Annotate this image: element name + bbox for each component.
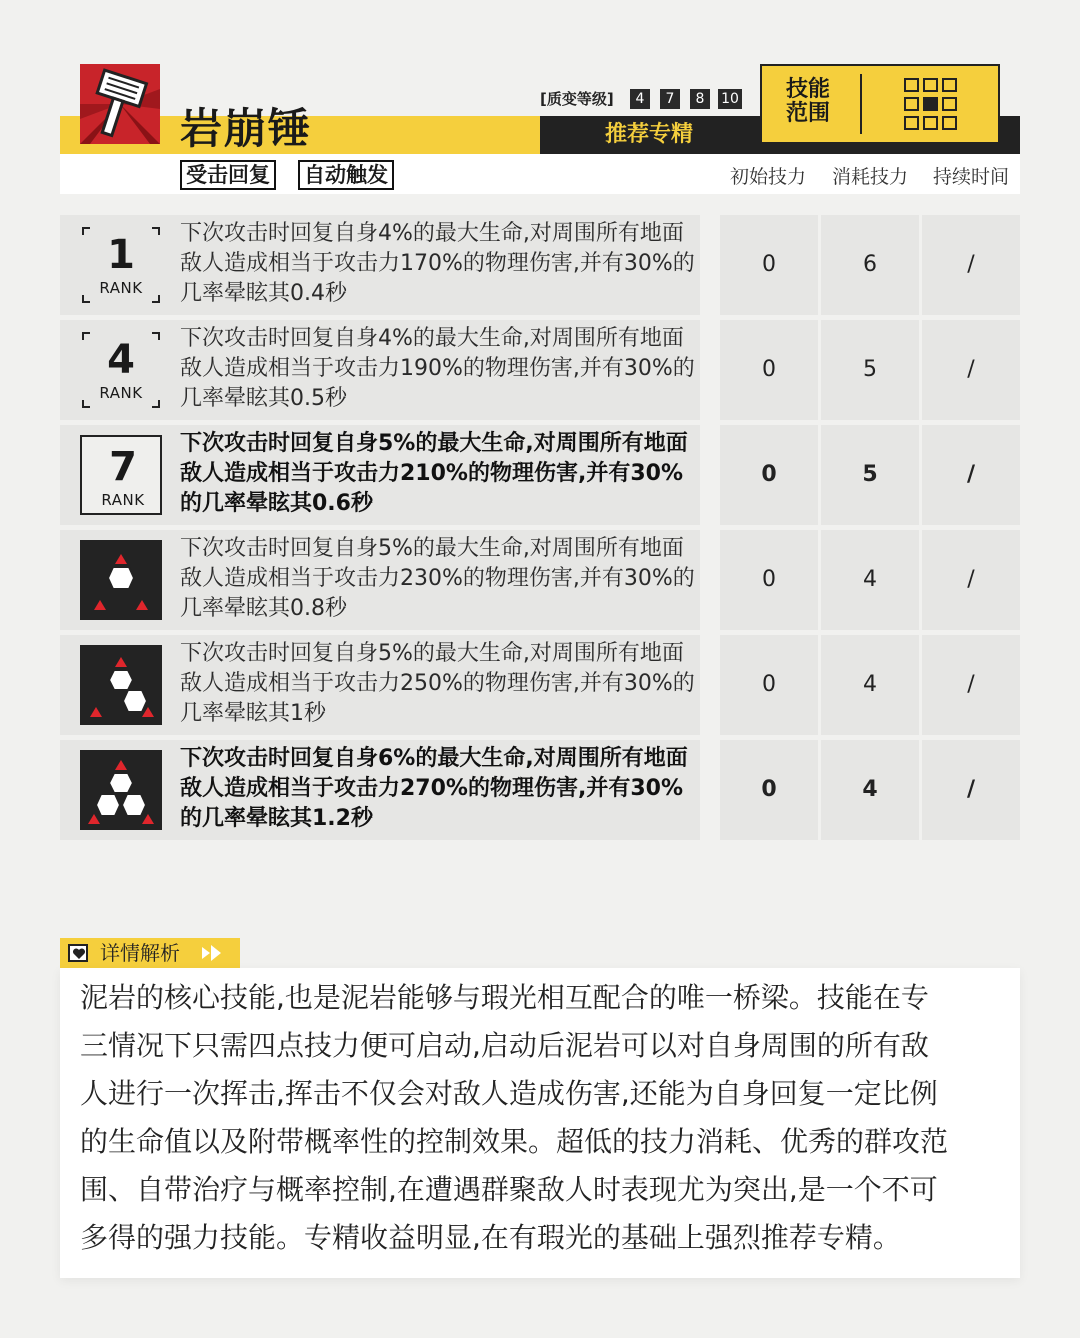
quality-level-label: [质变等级] (540, 90, 614, 108)
duration-value: / (922, 740, 1020, 840)
initial-sp-value: 0 (720, 425, 818, 525)
rank-1-icon (80, 225, 162, 305)
skill-name: 岩崩锤 (180, 104, 313, 153)
sp-cost-value: 4 (821, 530, 919, 630)
rank-row (60, 635, 1020, 735)
rank-row (60, 320, 1020, 420)
rank-row (60, 530, 1020, 630)
rank-description: 下次攻击时回复自身5%的最大生命,对周围所有地面敌人造成相当于攻击力210%的物理伤害,并有30%的几率晕眩其0.6秒 (180, 431, 688, 516)
sp-cost-value: 6 (821, 215, 919, 315)
analysis-tab (60, 938, 240, 968)
rank-row (60, 425, 1020, 525)
duration-value: / (922, 530, 1020, 630)
initial-sp-value: 0 (720, 740, 818, 840)
analysis-line: 三情况下只需四点技力便可启动,启动后泥岩可以对自身周围的所有敌 (80, 1029, 929, 1062)
duration-value: / (922, 320, 1020, 420)
col-duration: 持续时间 (932, 166, 1009, 188)
sp-cost-value: 5 (821, 425, 919, 525)
quality-level-text: 质变等级 (546, 90, 607, 108)
analysis-box (60, 968, 1020, 1278)
quality-level-10: 10 (718, 89, 742, 109)
rank-4-icon (80, 330, 162, 410)
skill-range-panel (760, 64, 1000, 144)
heart-icon (68, 944, 88, 962)
play-arrow-icon (202, 944, 228, 966)
duration-value: / (922, 425, 1020, 525)
quality-level-7: 7 (660, 89, 680, 109)
quality-level-4: 4 (630, 89, 650, 109)
rank-row (60, 215, 1020, 315)
analysis-line: 泥岩的核心技能,也是泥岩能够与瑕光相互配合的唯一桥梁。技能在专 (80, 981, 929, 1014)
initial-sp-value: 0 (720, 320, 818, 420)
skill-range-label: 技能范围 (785, 77, 830, 126)
mastery-2-icon (80, 645, 162, 725)
analysis-line: 围、自带治疗与概率控制,在遭遇群聚敌人时表现尤为突出,是一个不可 (80, 1173, 938, 1206)
skill-header (60, 64, 1020, 194)
rank-label: RANK (99, 384, 143, 402)
analysis-line: 多得的强力技能。专精收益明显,在有瑕光的基础上强烈推荐专精。 (80, 1221, 901, 1254)
initial-sp-value: 0 (720, 215, 818, 315)
rank-number: 7 (109, 444, 137, 490)
rank-label: RANK (101, 491, 145, 509)
quality-level-8: 8 (690, 89, 710, 109)
analysis-line: 人进行一次挥击,挥击不仅会对敌人造成伤害,还能为自身回复一定比例 (80, 1077, 938, 1110)
rank-description: 下次攻击时回复自身4%的最大生命,对周围所有地面敌人造成相当于攻击力190%的物理伤害,并有30%的几率晕眩其0.5秒 (180, 326, 695, 411)
analysis-text (80, 974, 1010, 1262)
recommend-mastery: 推荐专精 (604, 122, 693, 147)
rank-label: RANK (99, 279, 143, 297)
rank-description: 下次攻击时回复自身4%的最大生命,对周围所有地面敌人造成相当于攻击力170%的物理伤害,并有30%的几率晕眩其0.4秒 (180, 221, 695, 306)
divider (860, 74, 862, 134)
rank-row (60, 740, 1020, 840)
mastery-1-icon (80, 540, 162, 620)
rank-number: 4 (107, 337, 135, 383)
analysis-line: 的生命值以及附带概率性的控制效果。超低的技力消耗、优秀的群攻范 (80, 1125, 949, 1158)
sp-cost-value: 5 (821, 320, 919, 420)
rank-description: 下次攻击时回复自身5%的最大生命,对周围所有地面敌人造成相当于攻击力250%的物理伤害,并有30%的几率晕眩其1秒 (180, 641, 695, 726)
hammer-icon (80, 64, 160, 144)
sp-cost-value: 4 (821, 740, 919, 840)
rank-number: 1 (107, 232, 135, 278)
tag-auto-trigger: 自动触发 (298, 160, 394, 190)
range-grid-icon (904, 78, 958, 130)
initial-sp-value: 0 (720, 530, 818, 630)
rank-description: 下次攻击时回复自身6%的最大生命,对周围所有地面敌人造成相当于攻击力270%的物理伤害,并有30%的几率晕眩其1.2秒 (180, 746, 688, 831)
duration-value: / (922, 635, 1020, 735)
rank-7-icon (80, 435, 162, 515)
col-initial-sp: 初始技力 (729, 166, 806, 188)
col-sp-cost: 消耗技力 (831, 166, 908, 188)
initial-sp-value: 0 (720, 635, 818, 735)
duration-value: / (922, 215, 1020, 315)
mastery-3-icon (80, 750, 162, 830)
rank-description: 下次攻击时回复自身5%的最大生命,对周围所有地面敌人造成相当于攻击力230%的物理伤害,并有30%的几率晕眩其0.8秒 (180, 536, 695, 621)
sp-cost-value: 4 (821, 635, 919, 735)
analysis-title: 详情解析 (100, 941, 180, 965)
tag-hit-recovery: 受击回复 (180, 160, 276, 190)
